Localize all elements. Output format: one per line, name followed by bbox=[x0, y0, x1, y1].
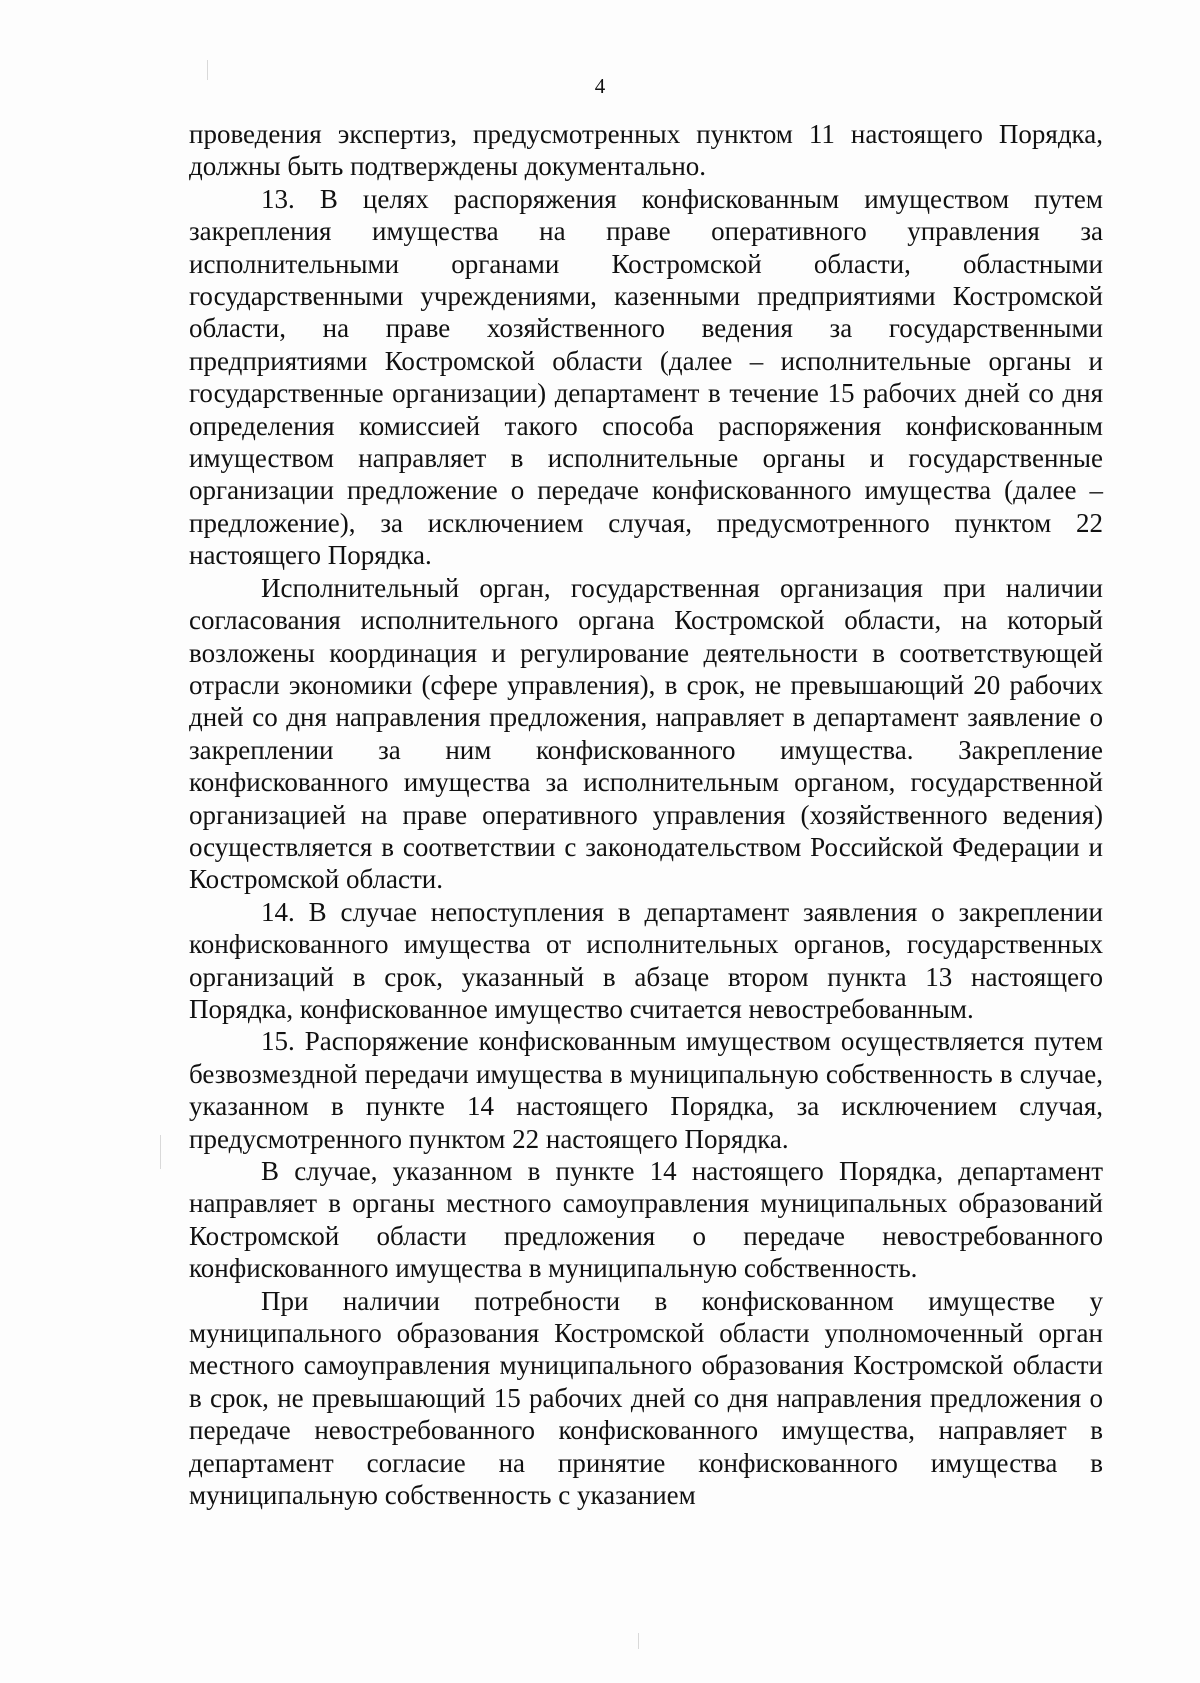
page-number: 4 bbox=[594, 74, 606, 98]
paragraph-item-14: 14. В случае непоступления в департамент заявления о закреплении конфискованного имущества от исполнительных органов, государственных организаций в срок, указанный в абзаце втором пункта 13 настоящего Порядка, конфискованное имущество считается невостребованным. bbox=[189, 896, 1103, 1024]
paragraph-municipal-need: При наличии потребности в конфискованном имуществе у муниципального образования Костромской области уполномоченный орган местного самоуправления муниципального образования Костромской области в срок, не превышающий 15 рабочих дней со дня направления предложения о передаче невостребованного конфискованного имущества, направляет в департамент согласие на принятие конфискованного имущества в муниципальную собственность с указанием bbox=[189, 1285, 1103, 1511]
paragraph-item-13: 13. В целях распоряжения конфискованным имуществом путем закрепления имущества на праве оперативного управления за исполнительными органами Костромской области, областными государственными учреждениями, казенными предприятиями Костромской области, на праве хозяйственного ведения за государственными предприятиями Костромской области (далее – исполнительные органы и государственные организации) департамент в течение 15 рабочих дней со дня определения комиссией такого способа распоряжения конфискованным имуществом направляет в исполнительные органы и государственные организации предложение о передаче конфискованного имущества (далее – предложение), за исключением случая, предусмотренного пунктом 22 настоящего Порядка. bbox=[189, 183, 1103, 571]
paragraph-continuation: проведения экспертиз, предусмотренных пунктом 11 настоящего Порядка, должны быть подтверждены документально. bbox=[189, 119, 1103, 182]
paragraph-case-item-14: В случае, указанном в пункте 14 настоящего Порядка, департамент направляет в органы местного самоуправления муниципальных образований Костромской области предложения о передаче невостребованного конфискованного имущества в муниципальную собственность. bbox=[189, 1156, 1103, 1284]
paragraph-item-15: 15. Распоряжение конфискованным имуществом осуществляется путем безвозмездной передачи имущества в муниципальную собственность в случае, указанном в пункте 14 настоящего Порядка, за исключением случая, предусмотренного пунктом 22 настоящего Порядка. bbox=[189, 1026, 1103, 1154]
document-body bbox=[189, 118, 1103, 1511]
scan-mark bbox=[160, 1135, 161, 1169]
paragraph-executive-body: Исполнительный орган, государственная организация при наличии согласования исполнительного органа Костромской области, на который возложены координация и регулирование деятельности в соответствующей отрасли экономики (сфере управления), в срок, не превышающий 20 рабочих дней со дня направления предложения, направляет в департамент заявление о закреплении за ним конфискованного имущества. Закрепление конфискованного имущества за исполнительным органом, государственной организацией на праве оперативного управления (хозяйственного ведения) осуществляется в соответствии с законодательством Российской Федерации и Костромской области. bbox=[189, 572, 1103, 895]
scan-mark bbox=[638, 1633, 639, 1649]
